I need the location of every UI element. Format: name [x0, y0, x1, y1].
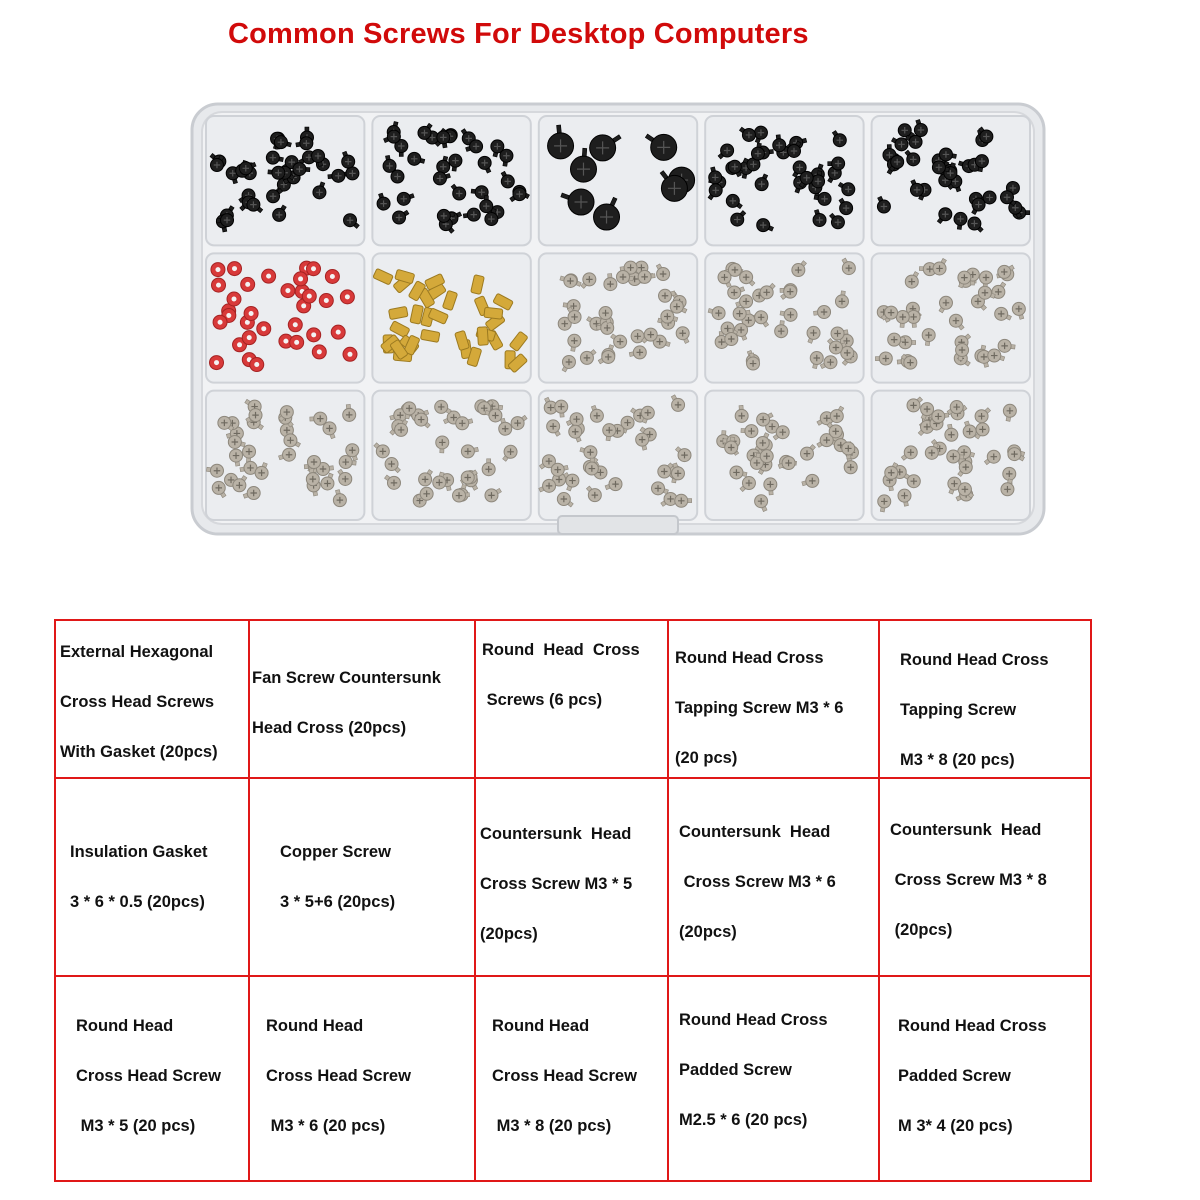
spec-line: (20pcs)	[480, 925, 538, 943]
spec-line: With Gasket (20pcs)	[60, 743, 218, 761]
spec-line: (20pcs)	[679, 923, 737, 941]
spec-line: M3 * 5 (20 pcs)	[76, 1117, 196, 1135]
spec-line: Countersunk Head	[679, 823, 831, 841]
spec-line: Fan Screw Countersunk	[252, 669, 441, 687]
spec-cell	[56, 621, 250, 779]
spec-line: M 3* 4 (20 pcs)	[898, 1117, 1013, 1135]
spec-cell	[880, 621, 1090, 779]
spec-line: Cross Screw M3 * 8	[890, 871, 1047, 889]
spec-line: 3 * 6 * 0.5 (20pcs)	[70, 893, 205, 911]
spec-line: Round Head Cross	[675, 649, 824, 667]
spec-line: Tapping Screw	[900, 701, 1017, 719]
spec-cell	[56, 779, 250, 977]
page-title: Common Screws For Desktop Computers	[228, 18, 809, 50]
spec-line: Padded Screw	[679, 1061, 792, 1079]
spec-line: Cross Head Screw	[76, 1067, 221, 1085]
screw-spec-table	[54, 619, 1092, 1182]
spec-cell	[476, 779, 669, 977]
organizer-box-illustration	[178, 98, 1058, 548]
spec-line: Padded Screw	[898, 1067, 1011, 1085]
spec-line: Round Head Cross	[898, 1017, 1047, 1035]
spec-line: Countersunk Head	[480, 825, 632, 843]
spec-line: Head Cross (20pcs)	[252, 719, 407, 737]
spec-line: (20 pcs)	[675, 749, 738, 767]
spec-line: Round Head	[266, 1017, 364, 1035]
spec-line: External Hexagonal	[60, 643, 214, 661]
spec-line: Round Head Cross	[482, 641, 640, 659]
spec-cell	[476, 621, 669, 779]
spec-line: Screws (6 pcs)	[482, 691, 603, 709]
spec-line: Copper Screw	[280, 843, 391, 861]
spec-cell	[669, 779, 880, 977]
spec-cell	[476, 977, 669, 1180]
spec-cell	[880, 779, 1090, 977]
spec-line: Cross Screw M3 * 6	[679, 873, 836, 891]
spec-line: Round Head	[492, 1017, 590, 1035]
spec-line: 3 * 5+6 (20pcs)	[280, 893, 396, 911]
spec-line: Cross Head Screw	[266, 1067, 411, 1085]
spec-line: Countersunk Head	[890, 821, 1042, 839]
spec-cell	[669, 621, 880, 779]
spec-cell	[250, 977, 476, 1180]
spec-line: M3 * 8 (20 pcs)	[492, 1117, 612, 1135]
spec-line: Round Head Cross	[900, 651, 1049, 669]
spec-cell	[669, 977, 880, 1180]
spec-line: Cross Screw M3 * 5	[480, 875, 633, 893]
spec-line: Insulation Gasket	[70, 843, 208, 861]
spec-line: M3 * 8 (20 pcs)	[900, 751, 1015, 769]
spec-cell	[250, 621, 476, 779]
spec-line: Round Head	[76, 1017, 174, 1035]
spec-line: Cross Head Screw	[492, 1067, 637, 1085]
spec-cell	[250, 779, 476, 977]
spec-line: Round Head Cross	[679, 1011, 828, 1029]
spec-cell	[56, 977, 250, 1180]
spec-line: (20pcs)	[890, 921, 953, 939]
spec-line: Tapping Screw M3 * 6	[675, 699, 844, 717]
spec-cell	[880, 977, 1090, 1180]
spec-line: M2.5 * 6 (20 pcs)	[679, 1111, 808, 1129]
spec-line: M3 * 6 (20 pcs)	[266, 1117, 386, 1135]
spec-line: Cross Head Screws	[60, 693, 215, 711]
screw-organizer-box-image	[178, 98, 1058, 548]
